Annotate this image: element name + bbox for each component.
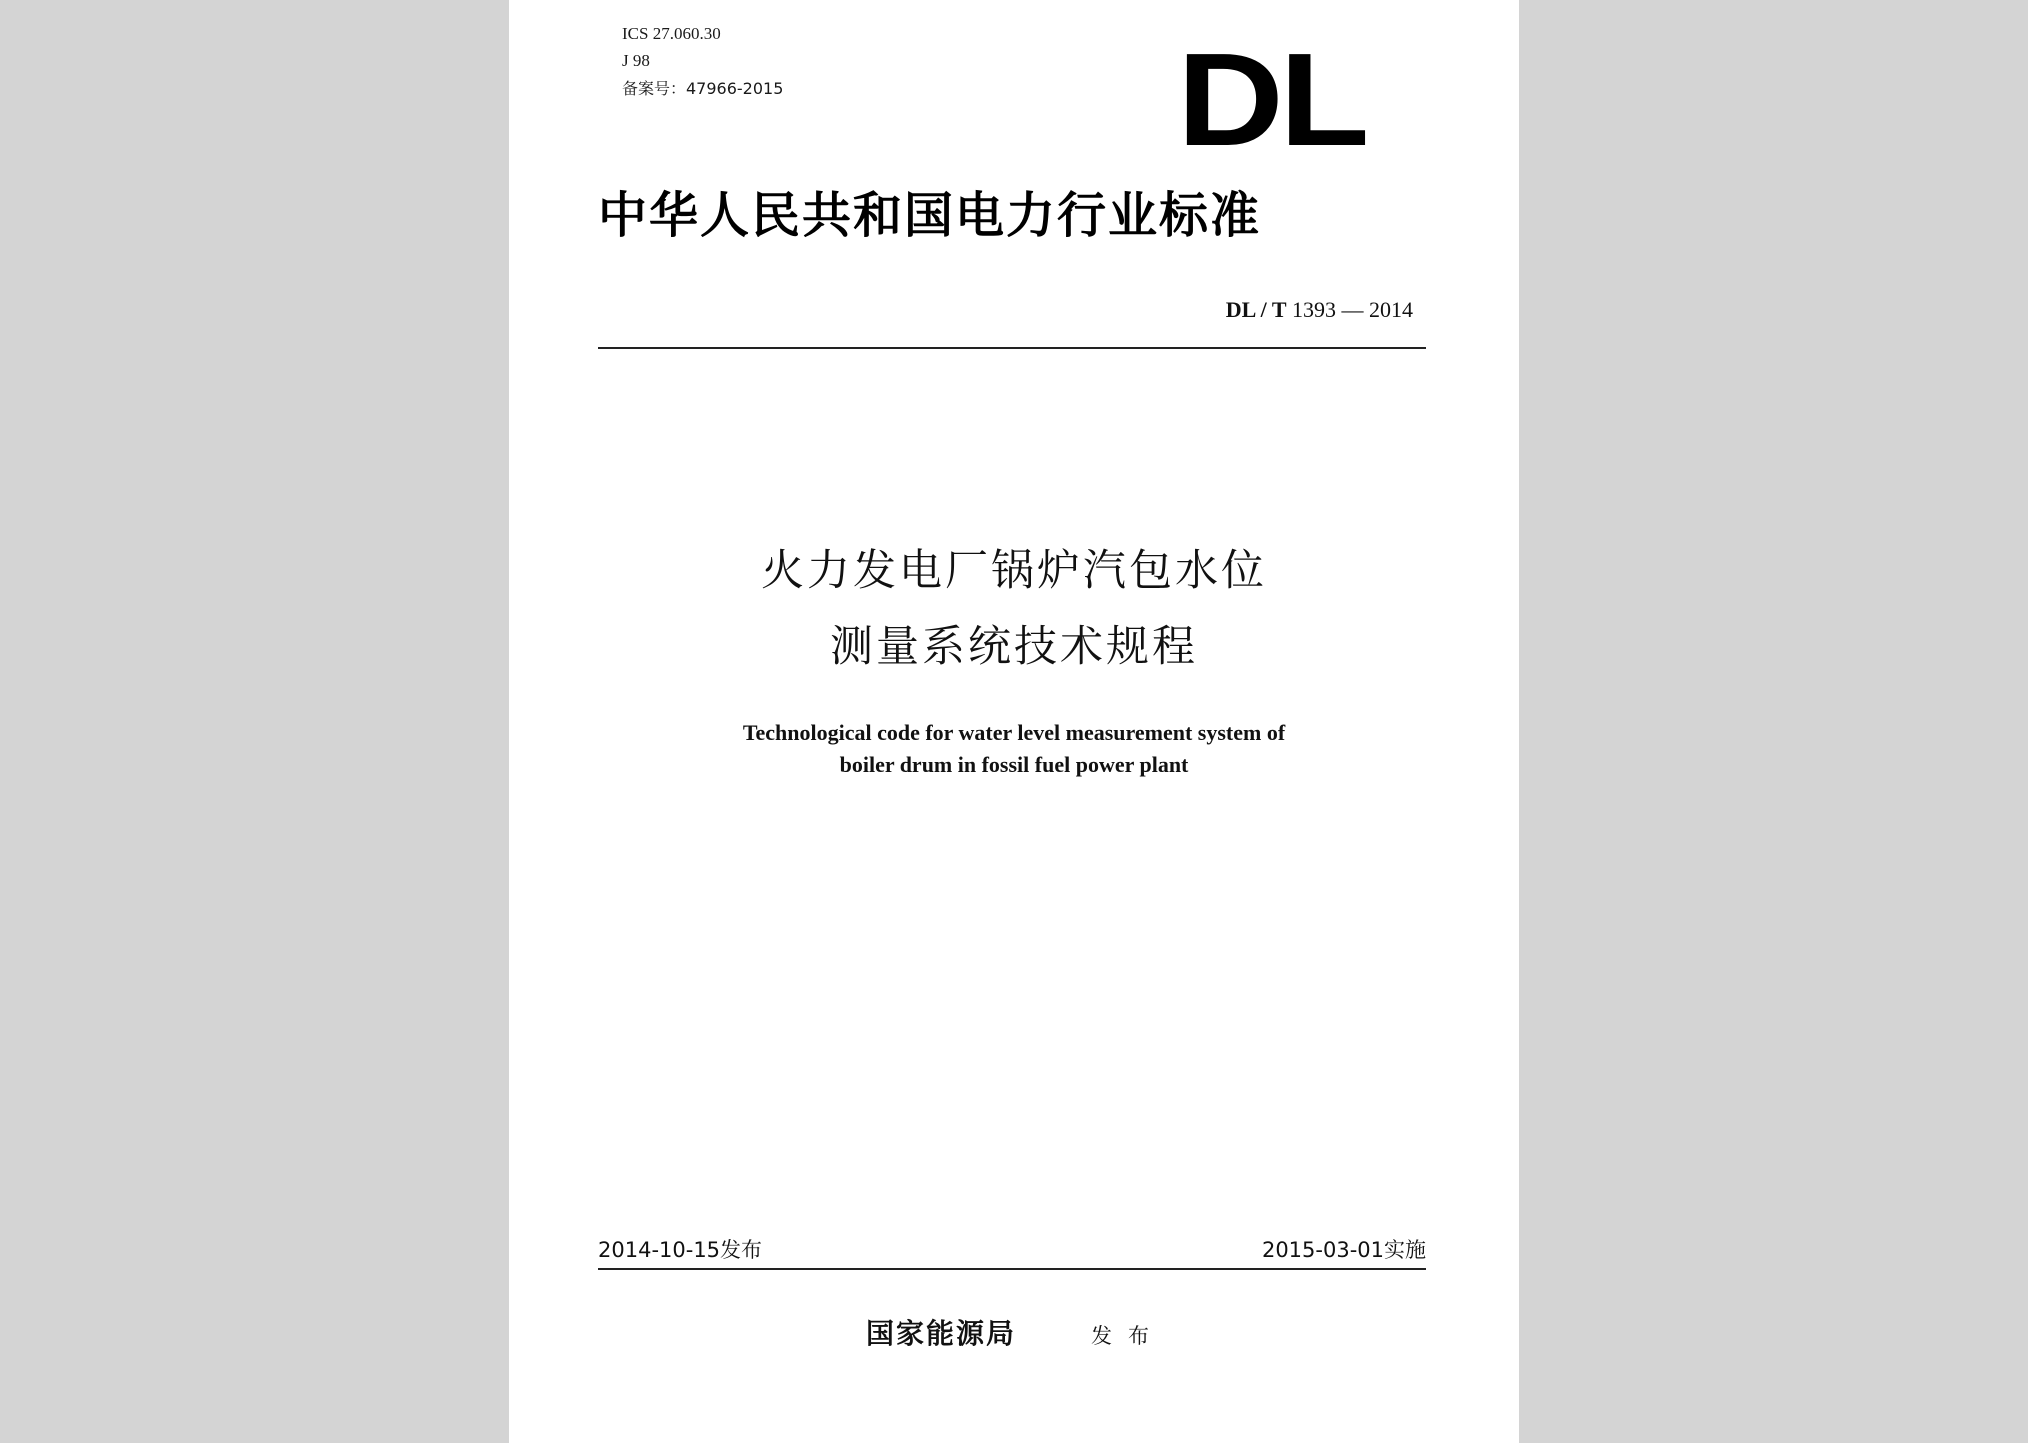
standard-code: 1393 — 2014 bbox=[1292, 297, 1413, 322]
chinese-title-line-1: 火力发电厂锅炉汽包水位 bbox=[761, 546, 1267, 596]
english-title-line-2: boiler drum in fossil fuel power plant bbox=[839, 752, 1189, 777]
record-number: 备案号：47966-2015 bbox=[622, 79, 784, 98]
chinese-title-line-2: 测量系统技术规程 bbox=[830, 622, 1198, 672]
dl-logo: DL bbox=[1177, 26, 1366, 173]
issuing-authority: 国家能源局 bbox=[866, 1317, 1017, 1350]
ccs-code: J 98 bbox=[622, 51, 650, 70]
issue-label: 发布 bbox=[1091, 1324, 1165, 1348]
standard-prefix: DL / T bbox=[1225, 297, 1287, 322]
implementation-date: 2015-03-01实施 bbox=[1261, 1238, 1426, 1262]
footer-divider bbox=[598, 1268, 1426, 1270]
standard-number bbox=[1226, 296, 1413, 324]
document-page bbox=[509, 0, 1519, 1443]
english-title-line-1: Technological code for water level measurement system of bbox=[742, 720, 1286, 745]
standard-category-title: 中华人民共和国电力行业标准 bbox=[598, 187, 1262, 244]
header-divider bbox=[598, 347, 1426, 349]
issue-date: 2014-10-15发布 bbox=[598, 1238, 763, 1262]
ics-code: ICS 27.060.30 bbox=[622, 24, 721, 43]
